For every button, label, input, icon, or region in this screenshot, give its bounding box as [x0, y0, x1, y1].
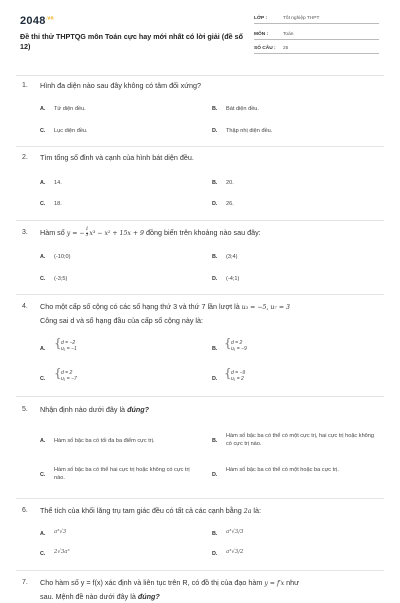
option-text[interactable]: (3;4): [226, 254, 238, 260]
option-text[interactable]: Hàm số bậc ba có thể có một hoặc ba cực trị.: [226, 467, 339, 473]
option-letter[interactable]: C.: [40, 128, 46, 134]
option-letter[interactable]: B.: [212, 346, 218, 352]
option-text[interactable]: Hàm số bậc ba có thể có một cực trị, hai cực trị hoặc không có cực trị nào.: [226, 433, 375, 447]
question-number: 3.: [22, 229, 28, 236]
question-number: 4.: [22, 303, 28, 310]
option-formula[interactable]: 2√3a³: [54, 549, 70, 555]
option-letter[interactable]: C.: [40, 472, 46, 478]
option-letter[interactable]: A.: [40, 180, 46, 186]
option-text[interactable]: (-10;0): [54, 254, 71, 260]
option-system[interactable]: d = −9 u₁ = 2: [231, 370, 246, 382]
option-letter[interactable]: D.: [212, 201, 218, 207]
brace: {: [54, 366, 62, 380]
question-text: Hình đa diện nào sau đây không có tâm đối xứng?: [40, 81, 202, 90]
question-text: Nhận định nào dưới đây là đúng?: [40, 405, 150, 414]
option-text[interactable]: Tứ diện đều.: [54, 106, 86, 112]
question-text: Cho hàm số y = f(x) xác định và liên tục trên R, có đồ thị của đạo hàm y = f′x như sau. Mệnh đề nào dưới đây là đúng?: [40, 578, 299, 601]
question-text: Thể tích của khối lăng trụ tam giác đều có tất cả các cạnh bằng 2a là:: [40, 506, 262, 515]
divider: [16, 570, 384, 571]
divider: [16, 294, 384, 295]
option-text[interactable]: (-4;1): [226, 276, 240, 282]
meta-subject: MÔN : Toán: [254, 30, 379, 40]
question-text: Hàm số y = − $\frac{1}{3}$ x³ − x² + 15x + 9 đồng biến trên khoảng nào sau đây:: [40, 227, 261, 238]
option-letter[interactable]: D.: [212, 472, 218, 478]
question-number: 2.: [22, 154, 28, 161]
option-letter[interactable]: C.: [40, 276, 46, 282]
option-letter[interactable]: C.: [40, 551, 46, 557]
exam-title: Đề thi thử THPTQG môn Toán cực hay mới nhất có lời giải (đề số 12): [20, 32, 243, 51]
option-letter[interactable]: B.: [212, 106, 218, 112]
option-formula[interactable]: a³√3: [54, 529, 67, 535]
question-text: Cho một cấp số cộng có các số hạng thứ 3 và thứ 7 lần lượt là u₃ = −5, u₇ = 3 Công sai d và số hạng đầu của cấp số cộng này là:: [40, 302, 290, 325]
option-letter[interactable]: C.: [40, 376, 46, 382]
option-formula[interactable]: a³√3/3: [226, 529, 244, 535]
question-text: Tìm tổng số đỉnh và cạnh của hình bát diện đều.: [40, 153, 194, 162]
option-system[interactable]: d = 2 u₁ = −7: [61, 370, 77, 382]
divider: [16, 220, 384, 221]
option-text[interactable]: Hàm số bậc ba có tối đa ba điểm cực trị.: [54, 438, 155, 444]
option-text[interactable]: Bát diện đều.: [226, 106, 259, 112]
option-letter[interactable]: B.: [212, 531, 218, 537]
question-number: 1.: [22, 82, 28, 89]
option-system[interactable]: d = 2 u₁ = −9: [231, 340, 247, 352]
option-text[interactable]: 18.: [54, 201, 62, 207]
option-letter[interactable]: A.: [40, 438, 46, 444]
option-text[interactable]: Thập nhị diện đều.: [226, 128, 273, 134]
divider: [16, 146, 384, 147]
option-letter[interactable]: A.: [40, 346, 46, 352]
meta-question-count: SỐ CÂU : 25: [254, 44, 379, 54]
option-letter[interactable]: D.: [212, 276, 218, 282]
option-text[interactable]: Lục diện đều.: [54, 128, 88, 134]
brace: {: [224, 336, 232, 350]
option-letter[interactable]: A.: [40, 254, 46, 260]
divider: [16, 396, 384, 397]
option-letter[interactable]: A.: [40, 106, 46, 112]
divider: [16, 498, 384, 499]
option-text[interactable]: 26.: [226, 201, 234, 207]
option-letter[interactable]: D.: [212, 376, 218, 382]
option-letter[interactable]: A.: [40, 531, 46, 537]
divider: [16, 75, 384, 76]
option-letter[interactable]: B.: [212, 438, 218, 444]
option-letter[interactable]: B.: [212, 254, 218, 260]
option-formula[interactable]: a³√3/2: [226, 549, 244, 555]
option-text[interactable]: Hàm số bậc ba có thể hai cực trị hoặc không có cực trị nào.: [54, 467, 190, 481]
option-text[interactable]: (-3;5): [54, 276, 68, 282]
option-letter[interactable]: D.: [212, 128, 218, 134]
question-number: 6.: [22, 507, 28, 514]
meta-class: LỚP : Tốt nghiệp THPT: [254, 14, 379, 24]
option-text[interactable]: 14.: [54, 180, 62, 186]
question-number: 5.: [22, 406, 28, 413]
option-text[interactable]: 20.: [226, 180, 234, 186]
option-system[interactable]: d = −2 u₁ = −1: [61, 340, 77, 352]
brace: {: [224, 366, 232, 380]
option-letter[interactable]: C.: [40, 201, 46, 207]
option-letter[interactable]: D.: [212, 551, 218, 557]
site-logo[interactable]: $2048^{.vn}$: [20, 15, 54, 27]
formula: y = − $\frac{1}{3}$ x³ − x² + 15x + 9: [66, 227, 144, 238]
option-letter[interactable]: B.: [212, 180, 218, 186]
question-number: 7.: [22, 579, 28, 586]
brace: {: [54, 336, 62, 350]
